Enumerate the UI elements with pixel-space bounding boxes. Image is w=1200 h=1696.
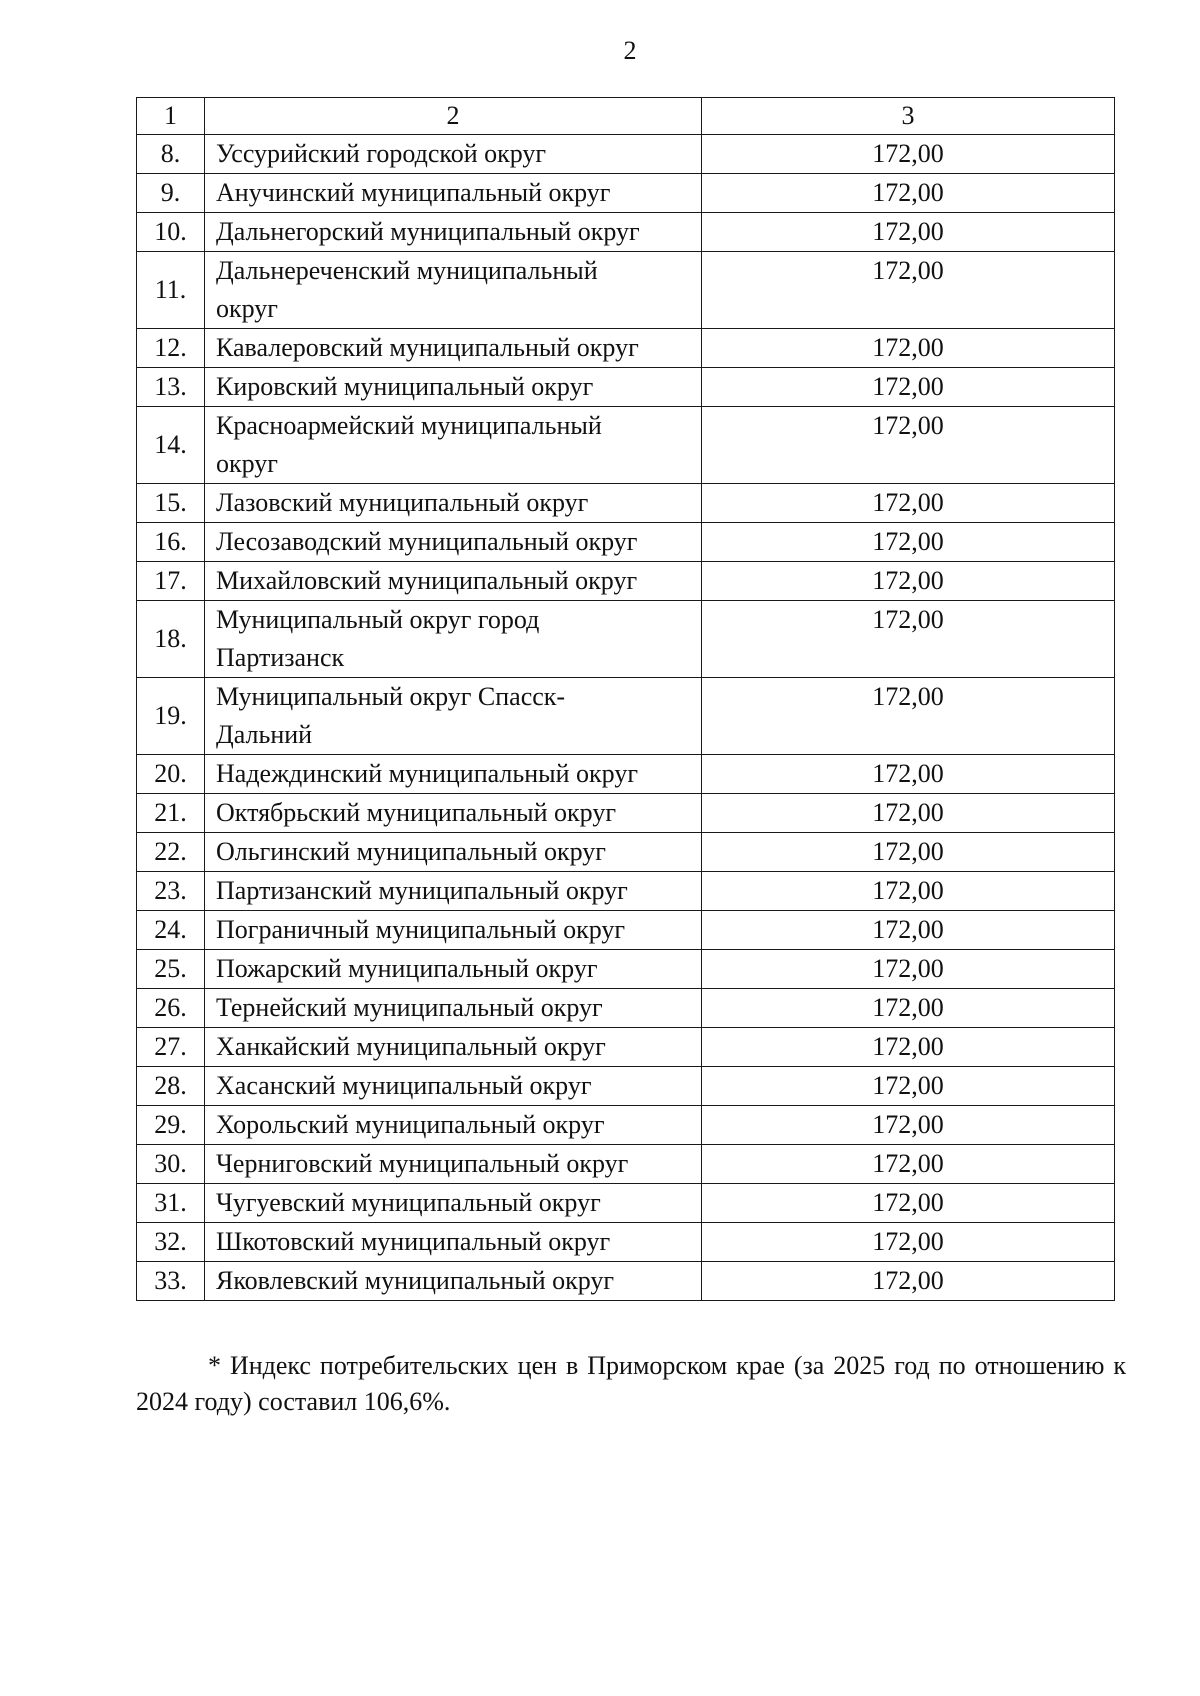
- row-number: 10.: [137, 213, 205, 252]
- row-value: 172,00: [702, 678, 1115, 755]
- row-value: 172,00: [702, 794, 1115, 833]
- table-row: [137, 484, 1115, 523]
- row-value: 172,00: [702, 950, 1115, 989]
- row-number: 8.: [137, 135, 205, 174]
- row-value: 172,00: [702, 174, 1115, 213]
- table-row: [137, 1067, 1115, 1106]
- table-row: [137, 368, 1115, 407]
- row-municipality-name: Кировский муниципальный округ: [205, 368, 702, 407]
- table-row: [137, 1028, 1115, 1067]
- row-number: 20.: [137, 755, 205, 794]
- row-number: 13.: [137, 368, 205, 407]
- table-row: [137, 911, 1115, 950]
- row-value: 172,00: [702, 989, 1115, 1028]
- row-value: 172,00: [702, 135, 1115, 174]
- row-value: 172,00: [702, 1145, 1115, 1184]
- row-number: 9.: [137, 174, 205, 213]
- name-line: Партизанск: [216, 643, 345, 672]
- row-municipality-name: Чугуевский муниципальный округ: [205, 1184, 702, 1223]
- row-number: 16.: [137, 523, 205, 562]
- row-value: 172,00: [702, 1184, 1115, 1223]
- name-line: Муниципальный округ город: [216, 605, 540, 634]
- row-municipality-name: Пограничный муниципальный округ: [205, 911, 702, 950]
- row-value: 172,00: [702, 1028, 1115, 1067]
- row-municipality-name: Надеждинский муниципальный округ: [205, 755, 702, 794]
- row-municipality-name: Шкотовский муниципальный округ: [205, 1223, 702, 1262]
- row-number: 15.: [137, 484, 205, 523]
- row-number: 22.: [137, 833, 205, 872]
- table-header-row: [137, 98, 1115, 135]
- name-line: Дальний: [216, 720, 313, 749]
- row-number: 28.: [137, 1067, 205, 1106]
- row-municipality-name: Кавалеровский муниципальный округ: [205, 329, 702, 368]
- table-row: [137, 135, 1115, 174]
- row-value: 172,00: [702, 1262, 1115, 1301]
- name-line: Муниципальный округ Спасск-: [216, 682, 566, 711]
- table-row: [137, 329, 1115, 368]
- regions-table: [136, 97, 1115, 1301]
- row-number: 31.: [137, 1184, 205, 1223]
- row-number: 21.: [137, 794, 205, 833]
- row-value: 172,00: [702, 1106, 1115, 1145]
- row-value: 172,00: [702, 252, 1115, 329]
- table-row: [137, 1106, 1115, 1145]
- row-municipality-name: Лазовский муниципальный округ: [205, 484, 702, 523]
- name-line: округ: [216, 294, 278, 323]
- row-municipality-name: Анучинский муниципальный округ: [205, 174, 702, 213]
- row-value: 172,00: [702, 484, 1115, 523]
- row-number: 25.: [137, 950, 205, 989]
- row-number: 26.: [137, 989, 205, 1028]
- table-row: [137, 833, 1115, 872]
- table-row: [137, 678, 1115, 755]
- row-number: 24.: [137, 911, 205, 950]
- row-municipality-name: Михайловский муниципальный округ: [205, 562, 702, 601]
- row-value: 172,00: [702, 755, 1115, 794]
- row-value: 172,00: [702, 368, 1115, 407]
- table-row: [137, 601, 1115, 678]
- table-row: [137, 989, 1115, 1028]
- row-municipality-name: [205, 252, 702, 329]
- row-municipality-name: Ольгинский муниципальный округ: [205, 833, 702, 872]
- row-value: 172,00: [702, 833, 1115, 872]
- row-municipality-name: Дальнегорский муниципальный округ: [205, 213, 702, 252]
- row-number: 32.: [137, 1223, 205, 1262]
- row-value: 172,00: [702, 1067, 1115, 1106]
- row-value: 172,00: [702, 601, 1115, 678]
- header-col-name: 2: [205, 98, 702, 135]
- row-municipality-name: Октябрьский муниципальный округ: [205, 794, 702, 833]
- row-value: 172,00: [702, 872, 1115, 911]
- row-municipality-name: Лесозаводский муниципальный округ: [205, 523, 702, 562]
- row-value: 172,00: [702, 523, 1115, 562]
- row-value: 172,00: [702, 1223, 1115, 1262]
- row-municipality-name: Яковлевский муниципальный округ: [205, 1262, 702, 1301]
- row-number: 11.: [137, 252, 205, 329]
- row-number: 17.: [137, 562, 205, 601]
- header-col-value: 3: [702, 98, 1115, 135]
- table-row: [137, 407, 1115, 484]
- header-col-number: 1: [137, 98, 205, 135]
- table-row: [137, 794, 1115, 833]
- row-number: 19.: [137, 678, 205, 755]
- table-row: [137, 1145, 1115, 1184]
- row-number: 18.: [137, 601, 205, 678]
- table-row: [137, 1184, 1115, 1223]
- row-municipality-name: [205, 678, 702, 755]
- row-municipality-name: Ханкайский муниципальный округ: [205, 1028, 702, 1067]
- row-number: 23.: [137, 872, 205, 911]
- row-value: 172,00: [702, 911, 1115, 950]
- table-body: [137, 98, 1115, 1301]
- table-row: [137, 213, 1115, 252]
- row-number: 29.: [137, 1106, 205, 1145]
- row-number: 30.: [137, 1145, 205, 1184]
- row-value: 172,00: [702, 329, 1115, 368]
- row-municipality-name: Партизанский муниципальный округ: [205, 872, 702, 911]
- footnote: * Индекс потребительских цен в Приморском крае (за 2025 год по отношению к 2024 году) составил 106,6%.: [136, 1351, 1126, 1416]
- row-number: 14.: [137, 407, 205, 484]
- row-value: 172,00: [702, 562, 1115, 601]
- row-municipality-name: Черниговский муниципальный округ: [205, 1145, 702, 1184]
- row-municipality-name: [205, 601, 702, 678]
- row-municipality-name: [205, 407, 702, 484]
- table-row: [137, 755, 1115, 794]
- table-row: [137, 1262, 1115, 1301]
- row-municipality-name: Уссурийский городской округ: [205, 135, 702, 174]
- name-line: Красноармейский муниципальный: [216, 411, 602, 440]
- row-value: 172,00: [702, 213, 1115, 252]
- row-municipality-name: Тернейский муниципальный округ: [205, 989, 702, 1028]
- table-row: [137, 174, 1115, 213]
- table-row: [137, 562, 1115, 601]
- row-number: 27.: [137, 1028, 205, 1067]
- table-row: [137, 1223, 1115, 1262]
- row-municipality-name: Хорольский муниципальный округ: [205, 1106, 702, 1145]
- page-number: 2: [623, 36, 637, 65]
- row-value: 172,00: [702, 407, 1115, 484]
- table-row: [137, 252, 1115, 329]
- row-number: 33.: [137, 1262, 205, 1301]
- table-row: [137, 872, 1115, 911]
- table-row: [137, 950, 1115, 989]
- row-municipality-name: Хасанский муниципальный округ: [205, 1067, 702, 1106]
- name-line: Дальнереченский муниципальный: [216, 256, 598, 285]
- row-number: 12.: [137, 329, 205, 368]
- table-row: [137, 523, 1115, 562]
- name-line: округ: [216, 449, 278, 478]
- row-municipality-name: Пожарский муниципальный округ: [205, 950, 702, 989]
